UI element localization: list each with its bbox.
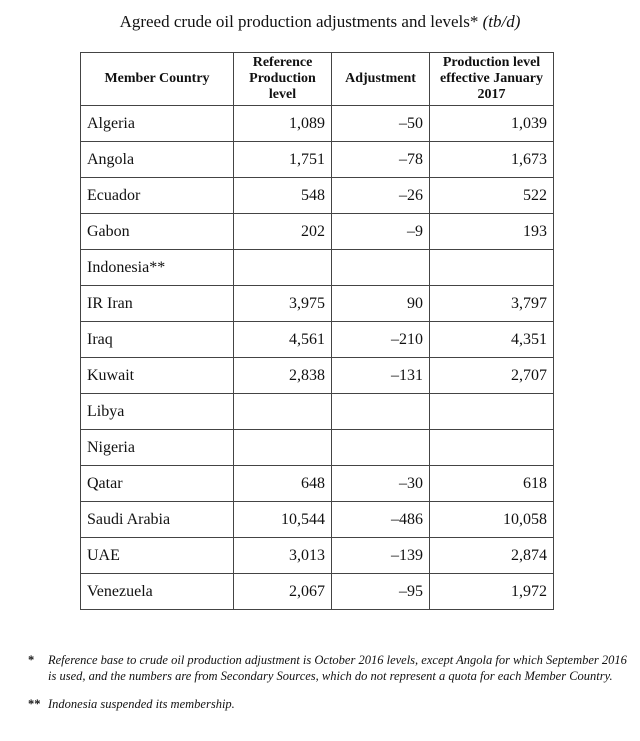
table-row [81,106,554,142]
adjustment-cell: –30 [332,466,430,502]
reference-cell: 648 [234,466,332,502]
country-cell: Ecuador [81,178,234,214]
reference-cell: 1,751 [234,142,332,178]
table-row [81,286,554,322]
adjustment-cell [332,394,430,430]
table-row [81,358,554,394]
adjustment-cell: –486 [332,502,430,538]
header-reference-level: Reference Production level [234,53,332,106]
reference-cell: 2,067 [234,574,332,610]
country-cell: Venezuela [81,574,234,610]
adjustment-cell: –95 [332,574,430,610]
country-cell: Saudi Arabia [81,502,234,538]
reference-cell: 4,561 [234,322,332,358]
level-cell: 4,351 [430,322,554,358]
page-title [0,12,640,32]
level-cell: 2,707 [430,358,554,394]
production-table [80,52,554,610]
title-text: Agreed crude oil production adjustments and levels* [119,12,479,31]
reference-cell [234,430,332,466]
table-row [81,466,554,502]
table-row [81,178,554,214]
reference-cell: 548 [234,178,332,214]
header-production-level: Production level effective January 2017 [430,53,554,106]
footnote-text: Indonesia suspended its membership. [48,697,235,711]
country-cell: Qatar [81,466,234,502]
footnotes [28,652,628,724]
country-cell: UAE [81,538,234,574]
country-cell: IR Iran [81,286,234,322]
header-member-country: Member Country [81,53,234,106]
country-cell: Iraq [81,322,234,358]
table-row [81,322,554,358]
table-row [81,574,554,610]
level-cell [430,394,554,430]
reference-cell: 202 [234,214,332,250]
country-cell: Angola [81,142,234,178]
header-adjustment: Adjustment [332,53,430,106]
table-row [81,250,554,286]
adjustment-cell: –131 [332,358,430,394]
adjustment-cell: –139 [332,538,430,574]
reference-cell [234,250,332,286]
adjustment-cell: –26 [332,178,430,214]
level-cell: 1,673 [430,142,554,178]
reference-cell: 2,838 [234,358,332,394]
country-cell: Nigeria [81,430,234,466]
adjustment-cell [332,250,430,286]
level-cell [430,430,554,466]
level-cell: 193 [430,214,554,250]
country-cell: Libya [81,394,234,430]
country-cell: Indonesia** [81,250,234,286]
footnote [28,696,628,712]
adjustment-cell: –210 [332,322,430,358]
reference-cell: 3,975 [234,286,332,322]
country-cell: Algeria [81,106,234,142]
table-row [81,538,554,574]
country-cell: Kuwait [81,358,234,394]
level-cell: 10,058 [430,502,554,538]
table-row [81,502,554,538]
table-row [81,394,554,430]
title-unit: (tb/d) [482,12,521,31]
country-cell: Gabon [81,214,234,250]
level-cell [430,250,554,286]
level-cell: 522 [430,178,554,214]
adjustment-cell: 90 [332,286,430,322]
reference-cell: 3,013 [234,538,332,574]
footnote-text: Reference base to crude oil production adjustment is October 2016 levels, except Angola for which September 2016 is used, and the numbers are from Secondary Sources, which do not represent a quota for each Member Country. [48,653,627,683]
adjustment-cell: –78 [332,142,430,178]
level-cell: 1,039 [430,106,554,142]
footnote-mark: ** [28,697,41,711]
adjustment-cell: –50 [332,106,430,142]
table-row [81,142,554,178]
reference-cell [234,394,332,430]
footnote [28,652,628,684]
adjustment-cell: –9 [332,214,430,250]
footnote-mark: * [28,653,35,667]
header-row [81,53,554,106]
table-row [81,430,554,466]
level-cell: 618 [430,466,554,502]
reference-cell: 1,089 [234,106,332,142]
reference-cell: 10,544 [234,502,332,538]
level-cell: 1,972 [430,574,554,610]
level-cell: 2,874 [430,538,554,574]
adjustment-cell [332,430,430,466]
level-cell: 3,797 [430,286,554,322]
table-row [81,214,554,250]
